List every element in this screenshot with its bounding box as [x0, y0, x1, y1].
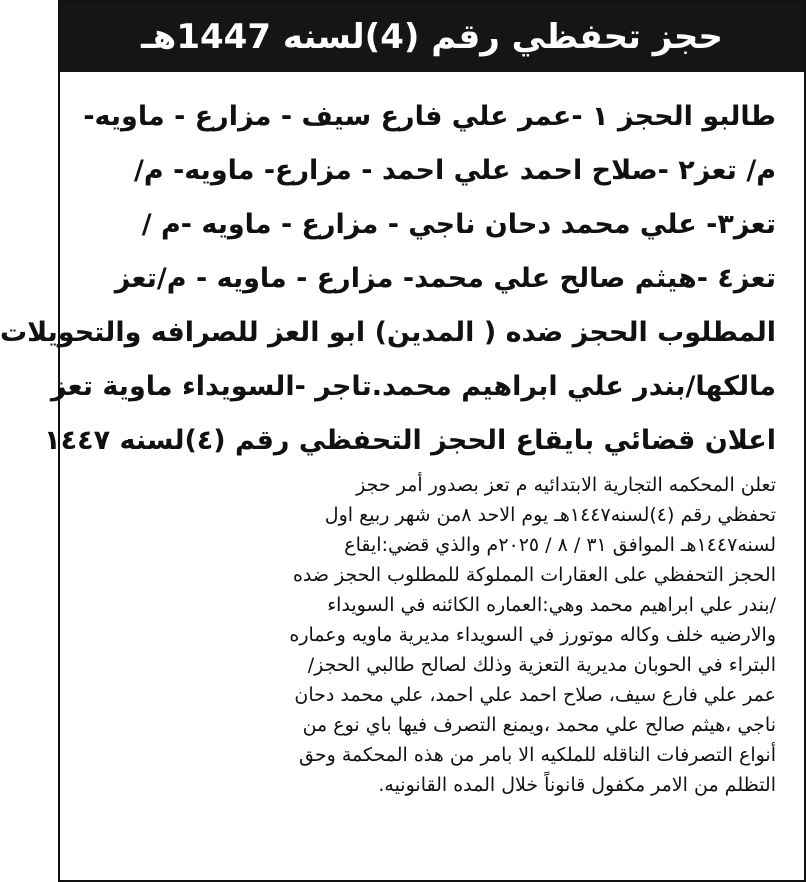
- body-line: تحفظي رقم (٤)لسنه١٤٤٧هـ يوم الاحد ٨من شهر ربيع اول: [324, 504, 776, 526]
- body-line: الحجز التحفظي على العقارات المملوكة للمطلوب الحجز ضده: [292, 564, 776, 586]
- heading-line: اعلان قضائي بايقاع الحجز التحفظي رقم (٤)لسنه ١٤٤٧: [44, 425, 776, 456]
- notice-heading: [0, 90, 776, 468]
- heading-line: طالبو الحجز ١ -عمر علي فارع سيف - مزارع - ماويه-: [83, 101, 776, 132]
- heading-line: تعز٣- علي محمد دحان ناجي - مزارع - ماويه -م /: [141, 209, 776, 240]
- heading-line: مالكها/بندر علي ابراهيم محمد.تاجر -السويداء ماوية تعز: [50, 371, 776, 402]
- heading-line: المطلوب الحجز ضده ( المدين) ابو العز للصرافه والتحويلات: [0, 317, 776, 348]
- body-line: /بندر علي ابراهيم محمد وهي:العماره الكائنه في السويداء: [327, 594, 776, 616]
- body-line: والارضيه خلف وكاله موتورز في السويداء مديرية ماويه وعماره: [289, 624, 776, 646]
- heading-line: تعز٤ -هيثم صالح علي محمد- مزارع - ماويه - م/تعز: [114, 263, 776, 294]
- body-line: البتراء في الحوبان مديرية التعزية وذلك لصالح طالبي الحجز/: [307, 654, 776, 676]
- notice-content: [0, 90, 776, 800]
- body-line: ناجي ،هيثم صالح علي محمد ،ويمنع التصرف فيها باي نوع من: [302, 714, 776, 736]
- body-line: تعلن المحكمه التجارية الابتدائيه م تعز بصدور أمر حجز: [356, 474, 776, 496]
- notice-body: [84, 470, 776, 800]
- heading-line: م/ تعز٢ -صلاح احمد علي احمد - مزارع- ماويه- م/: [134, 155, 776, 186]
- body-line: التظلم من الامر مكفول قانوناً خلال المده القانونيه.: [378, 774, 776, 796]
- body-line: عمر علي فارع سيف، صلاح احمد علي احمد، علي محمد دحان: [294, 684, 776, 706]
- body-line: أنواع التصرفات الناقله للملكيه الا بامر من هذه المحكمة وحق: [299, 744, 776, 766]
- body-line: لسنه١٤٤٧هـ الموافق ٣١ / ٨ / ٢٠٢٥م والذي قضي:ايقاع: [344, 534, 776, 556]
- notice-title: حجز تحفظي رقم (4)لسنه 1447هـ: [60, 2, 804, 72]
